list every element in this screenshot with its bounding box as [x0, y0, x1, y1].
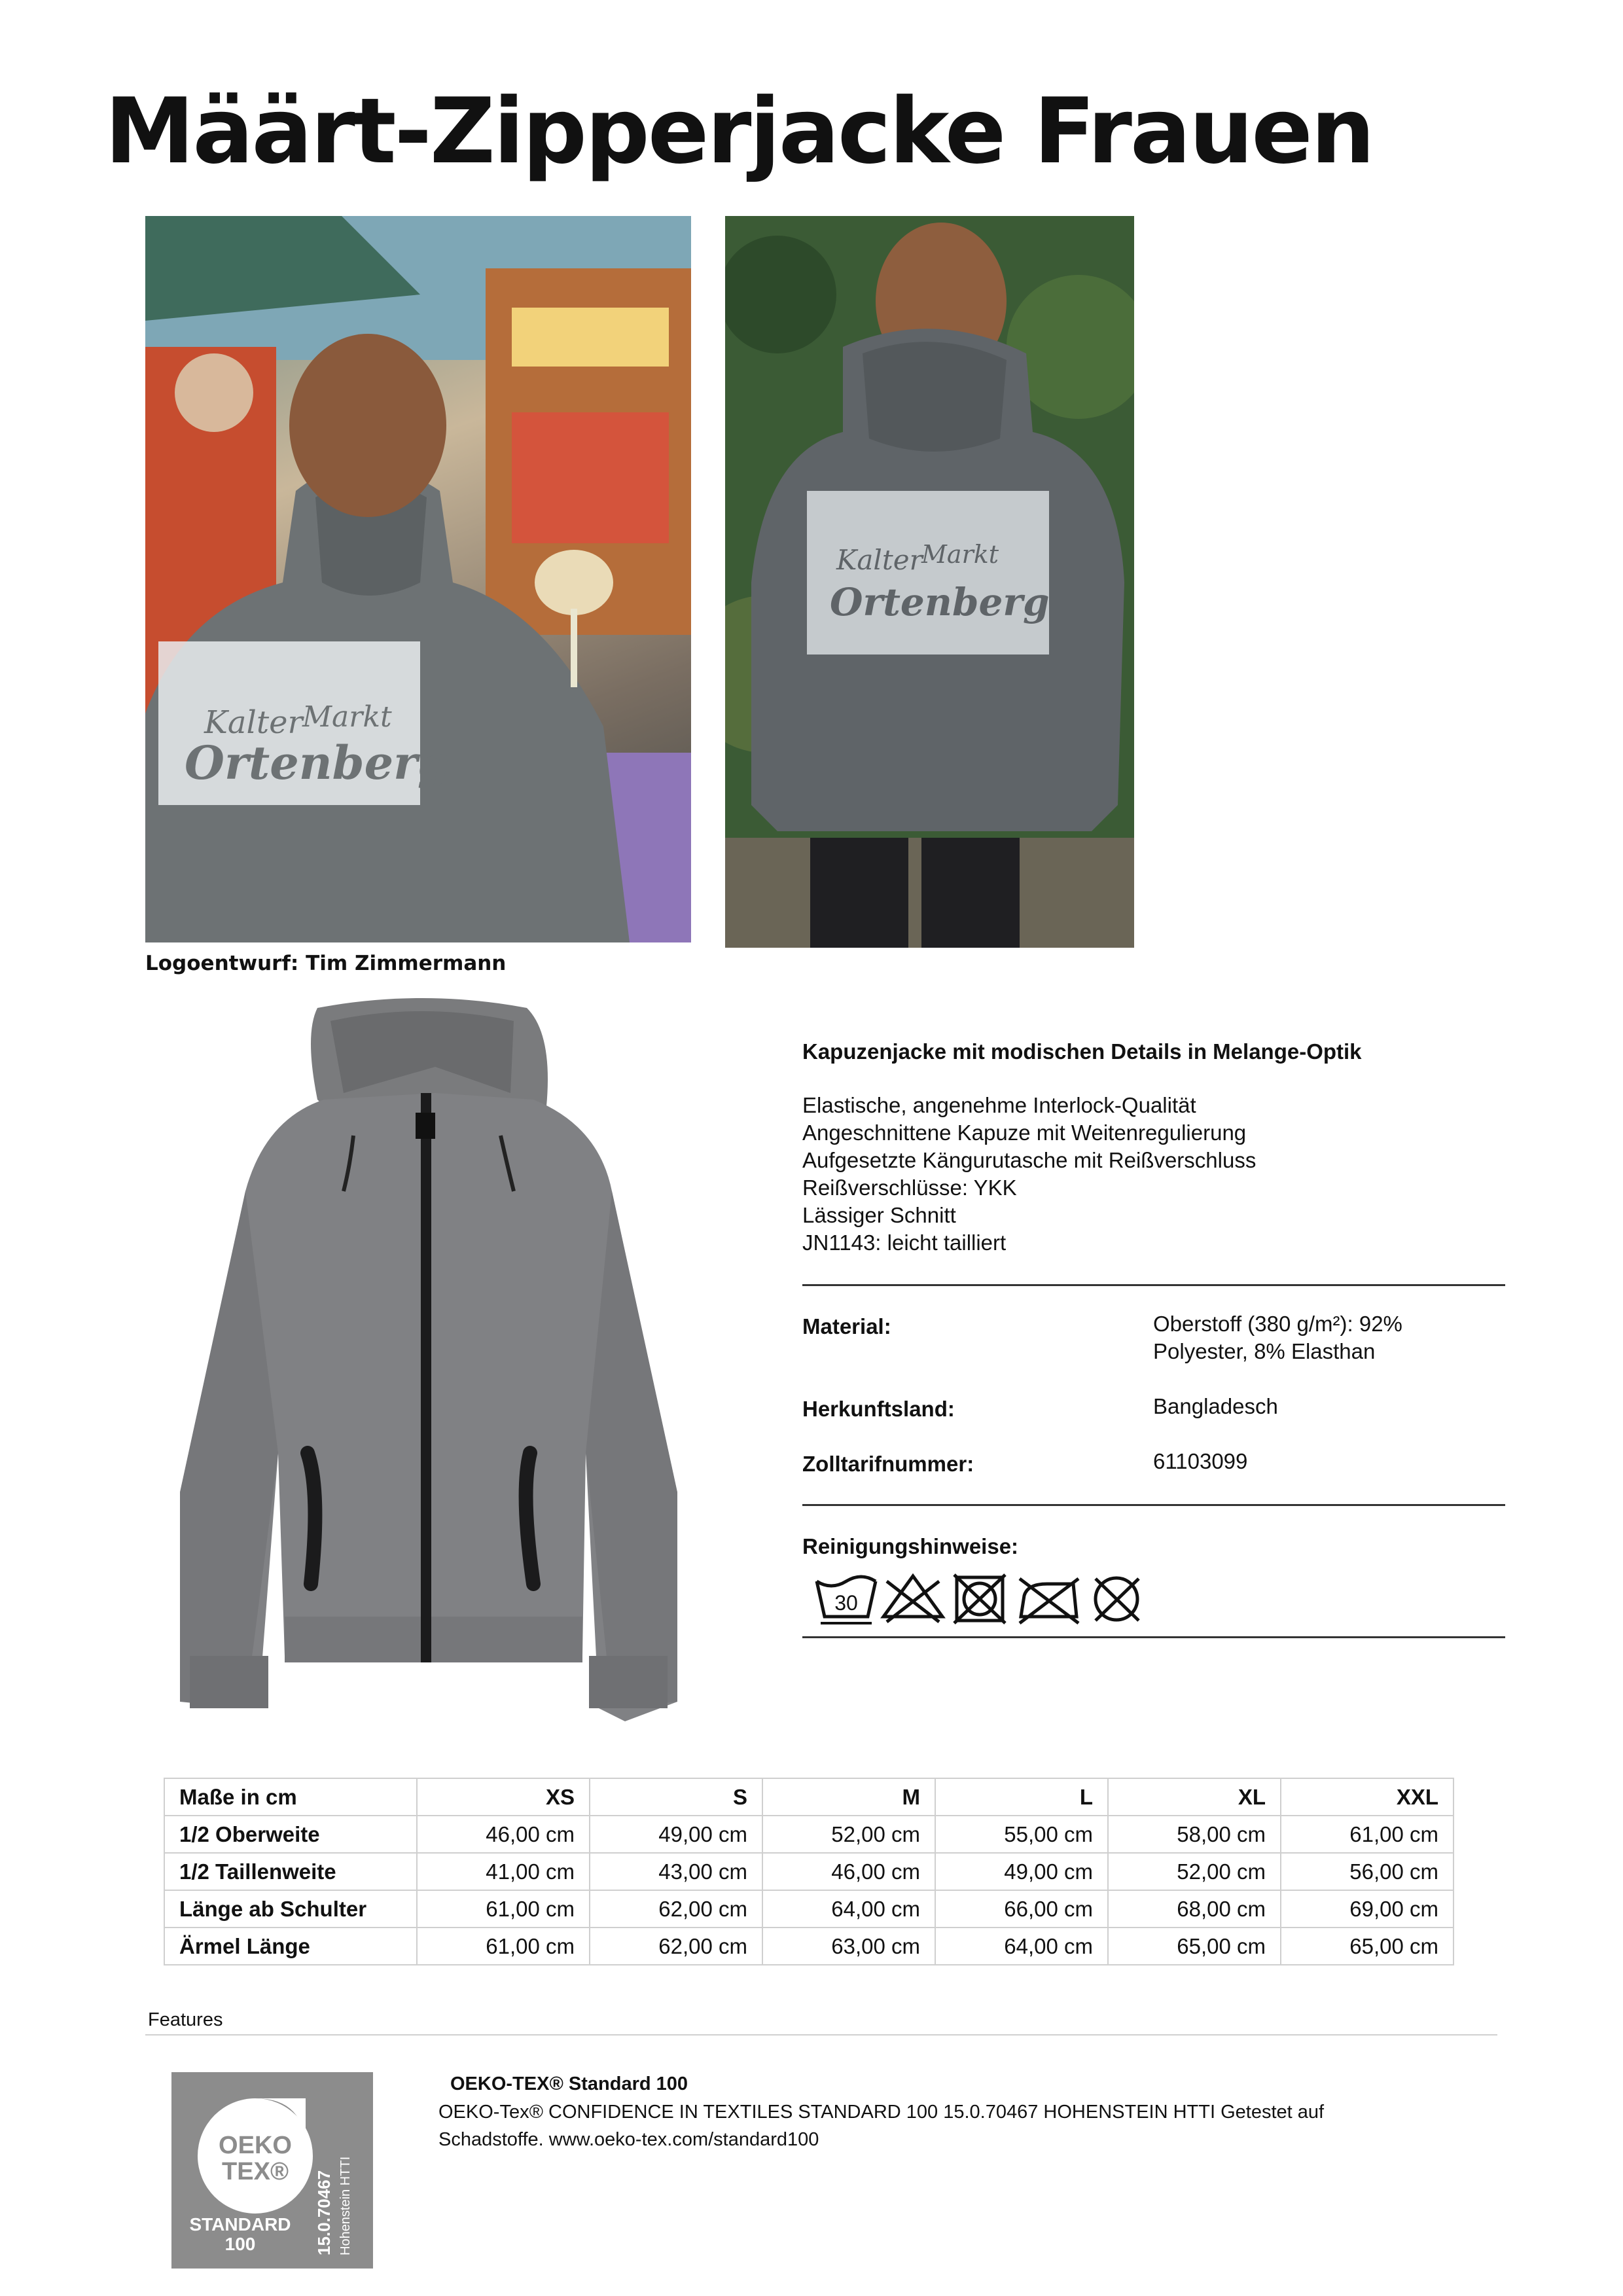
detail-item: Aufgesetzte Kängurutasche mit Reißverschluss	[802, 1148, 1257, 1172]
detail-item: JN1143: leicht tailliert	[802, 1230, 1007, 1255]
product-details-list	[802, 1092, 1256, 1257]
divider	[802, 1284, 1505, 1286]
product-image-zip-hoodie	[154, 995, 704, 1734]
size-table	[164, 1778, 1454, 1965]
divider	[802, 1504, 1505, 1506]
table-cell: 61,00 cm	[417, 1890, 590, 1928]
oeko-tex-title: OEKO-TEX® Standard 100	[450, 2073, 688, 2094]
table-row	[164, 1816, 1454, 1853]
table-cell: 46,00 cm	[762, 1853, 935, 1890]
table-cell: 64,00 cm	[762, 1890, 935, 1928]
table-cell: 61,00 cm	[1281, 1816, 1454, 1853]
divider	[802, 1636, 1505, 1638]
spec-label-material: Material:	[802, 1314, 891, 1338]
photo-market-back-view	[145, 216, 691, 942]
wash-30-icon	[817, 1577, 876, 1623]
row-label: 1/2 Taillenweite	[164, 1853, 417, 1890]
table-cell: 49,00 cm	[590, 1816, 762, 1853]
table-cell: 58,00 cm	[1108, 1816, 1281, 1853]
logo-text-standard: STANDARD	[189, 2214, 291, 2234]
product-headline: Kapuzenjacke mit modischen Details in Melange-Optik	[802, 1039, 1362, 1064]
print2-text-ortenberg: Ortenberg	[830, 580, 1050, 624]
table-header-row	[164, 1778, 1454, 1816]
table-cell: 52,00 cm	[1108, 1853, 1281, 1890]
size-header: M	[762, 1778, 935, 1816]
table-cell: 68,00 cm	[1108, 1890, 1281, 1928]
row-label: 1/2 Oberweite	[164, 1816, 417, 1853]
spec-value-material: Oberstoff (380 g/m²): 92% Polyester, 8% Elasthan	[1153, 1312, 1402, 1363]
size-header: XXL	[1281, 1778, 1454, 1816]
table-row	[164, 1853, 1454, 1890]
print-text-kalter: Kalter	[204, 704, 303, 741]
table-cell: 46,00 cm	[417, 1816, 590, 1853]
care-icons	[812, 1570, 1165, 1628]
print-text-ortenberg: Ortenberg	[185, 736, 450, 790]
row-label: Ärmel Länge	[164, 1928, 417, 1965]
table-cell: 66,00 cm	[935, 1890, 1108, 1928]
spec-value-customs: 61103099	[1153, 1449, 1248, 1473]
divider	[145, 2034, 1497, 2036]
table-cell: 63,00 cm	[762, 1928, 935, 1965]
no-tumble-dry-icon	[954, 1575, 1005, 1623]
row-label: Länge ab Schulter	[164, 1890, 417, 1928]
table-cell: 62,00 cm	[590, 1928, 762, 1965]
no-dry-clean-icon	[1096, 1578, 1139, 1621]
logo-text-cert-number: 15.0.70467	[314, 2170, 334, 2255]
oeko-tex-description: OEKO-Tex® CONFIDENCE IN TEXTILES STANDARD 100 15.0.70467 HOHENSTEIN HTTI Getestet auf Schadstoffe. www.oeko-tex.com/standard100	[438, 2102, 1325, 2150]
no-bleach-icon	[883, 1576, 942, 1622]
table-cell: 69,00 cm	[1281, 1890, 1454, 1928]
size-header: XS	[417, 1778, 590, 1816]
table-row	[164, 1890, 1454, 1928]
table-header-label: Maße in cm	[164, 1778, 417, 1816]
print2-text-markt: Markt	[921, 540, 999, 569]
table-cell: 65,00 cm	[1281, 1928, 1454, 1965]
table-cell: 65,00 cm	[1108, 1928, 1281, 1965]
photo-garden-illustration	[725, 216, 1134, 948]
table-cell: 41,00 cm	[417, 1853, 590, 1890]
photo-market-illustration	[145, 216, 691, 942]
photo-garden-back-view	[725, 216, 1134, 948]
logo-text-100: 100	[224, 2234, 256, 2254]
print-text-markt: Markt	[302, 700, 392, 734]
size-header: XL	[1108, 1778, 1281, 1816]
detail-item: Reißverschlüsse: YKK	[802, 1175, 1017, 1200]
spec-value-origin: Bangladesch	[1153, 1394, 1278, 1418]
size-header: S	[590, 1778, 762, 1816]
table-cell: 64,00 cm	[935, 1928, 1108, 1965]
logo-text-tex: TEX®	[222, 2158, 289, 2185]
table-cell: 52,00 cm	[762, 1816, 935, 1853]
wash-temp-label: 30	[834, 1591, 858, 1615]
table-cell: 62,00 cm	[590, 1890, 762, 1928]
table-cell: 43,00 cm	[590, 1853, 762, 1890]
table-cell: 55,00 cm	[935, 1816, 1108, 1853]
detail-item: Lässiger Schnitt	[802, 1203, 956, 1227]
size-header: L	[935, 1778, 1108, 1816]
spec-label-customs: Zolltarifnummer:	[802, 1452, 974, 1476]
detail-item: Elastische, angenehme Interlock-Qualität	[802, 1093, 1196, 1117]
spec-label-origin: Herkunftsland:	[802, 1397, 955, 1421]
no-iron-icon	[1020, 1579, 1079, 1623]
table-row	[164, 1928, 1454, 1965]
features-heading: Features	[148, 2009, 223, 2030]
print2-text-kalter: Kalter	[836, 544, 923, 576]
table-cell: 56,00 cm	[1281, 1853, 1454, 1890]
oeko-tex-logo	[171, 2072, 373, 2269]
table-cell: 61,00 cm	[417, 1928, 590, 1965]
zip-hoodie-illustration	[154, 995, 704, 1734]
photo-caption: Logoentwurf: Tim Zimmermann	[145, 952, 507, 975]
logo-text-institute: Hohenstein HTTI	[338, 2156, 353, 2255]
table-cell: 49,00 cm	[935, 1853, 1108, 1890]
logo-text-oeko: OEKO	[219, 2132, 292, 2159]
detail-item: Angeschnittene Kapuze mit Weitenregulierung	[802, 1121, 1247, 1145]
care-label: Reinigungshinweise:	[802, 1534, 1019, 1558]
page-title: Määrt-Zipperjacke Frauen	[105, 79, 1374, 184]
